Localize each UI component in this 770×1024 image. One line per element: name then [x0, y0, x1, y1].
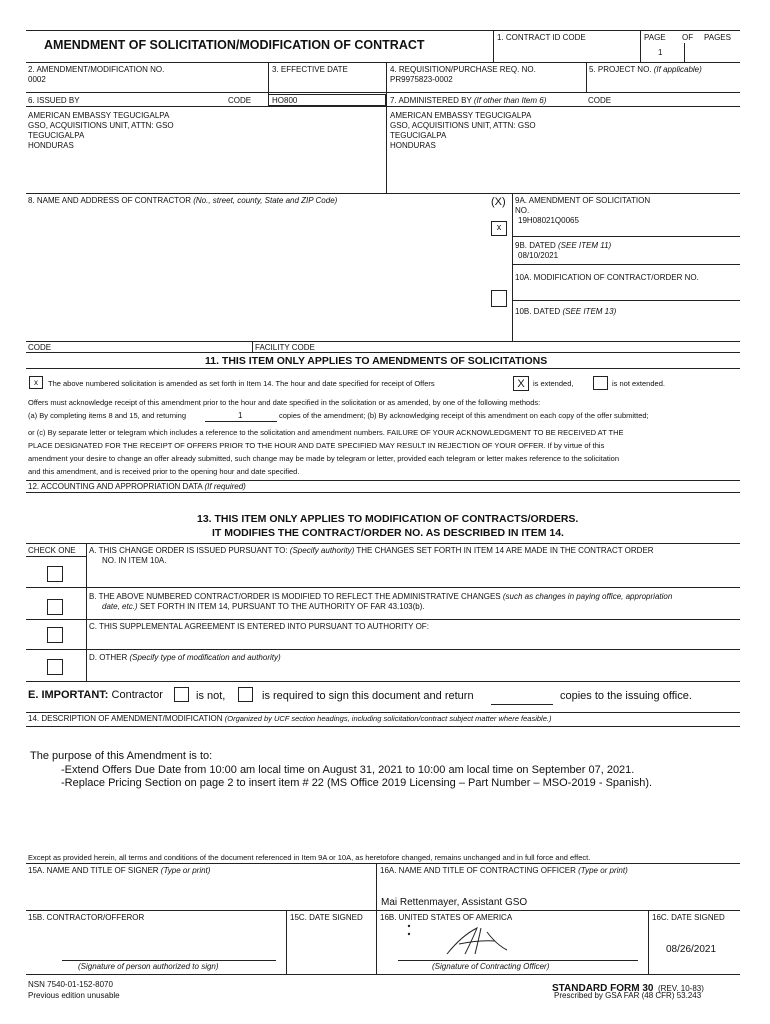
issued-code-value: HO800 [272, 96, 298, 105]
option-a-text-cont: NO. IN ITEM 10A. [102, 556, 167, 565]
date-16c-label: 16C. DATE SIGNED [652, 913, 725, 922]
is-required-checkbox[interactable] [238, 687, 253, 702]
admin-address-line: TEGUCIGALPA [390, 131, 447, 140]
except-text: Except as provided herein, all terms and conditions of the document referenced in Item 9A or 10A, as heretofore changed, remains unchanged and in full force and effect. [28, 853, 591, 862]
section-13-subtitle: IT MODIFIES THE CONTRACT/ORDER NO. AS DESCRIBED IN ITEM 14. [212, 527, 564, 539]
admin-address-line: AMERICAN EMBASSY TEGUCIGALPA [390, 111, 532, 120]
important-label: E. IMPORTANT: [28, 689, 109, 701]
admin-address-line: GSO, ACQUISITIONS UNIT, ATTN: GSO [390, 121, 536, 130]
purpose-text: The purpose of this Amendment is to: [30, 750, 213, 762]
contract-id-label: 1. CONTRACT ID CODE [497, 33, 586, 42]
copies-value[interactable]: 1 [238, 411, 243, 420]
accounting-label: 12. ACCOUNTING AND APPROPRIATION DATA (If required) [28, 482, 246, 491]
amendment-label: 2. AMENDMENT/MODIFICATION NO. [28, 65, 165, 74]
issued-address-line: AMERICAN EMBASSY TEGUCIGALPA [28, 111, 170, 120]
page-label: PAGE [644, 33, 666, 42]
requisition-label: 4. REQUISITION/PURCHASE REQ. NO. [390, 65, 536, 74]
option-b-checkbox[interactable] [47, 599, 63, 615]
date-16c-value[interactable]: 08/26/2021 [666, 944, 717, 955]
option-b-text: B. THE ABOVE NUMBERED CONTRACT/ORDER IS MODIFIED TO REFLECT THE ADMINISTRATIVE CHANGES (such as changes in paying office, appropriation [89, 592, 673, 601]
option-b-text-cont: date, etc.) SET FORTH IN ITEM 14, PURSUANT TO THE AUTHORITY OF FAR 43.103(b). [102, 602, 425, 611]
description-label: 14. DESCRIPTION OF AMENDMENT/MODIFICATION (Organized by UCF section headings, including solicitation/contract subject matter where feasible.) [28, 714, 552, 723]
option-d-text: D. OTHER (Specify type of modification and authority) [89, 653, 281, 662]
usa-label: 16B. UNITED STATES OF AMERICA [380, 913, 513, 922]
requisition-value[interactable]: PR9975823-0002 [390, 75, 453, 84]
warning-text: PLACE DESIGNATED FOR THE RECEIPT OF OFFERS PRIOR TO THE HOUR AND DATE SPECIFIED MAY RESULT IN REJECTION OF YOUR OFFER. If by virtue of this [28, 441, 605, 450]
amended-text: The above numbered solicitation is amended as set forth in Item 14. The hour and date specified for receipt of Offers [48, 379, 435, 388]
solicitation-checkbox[interactable]: x [491, 221, 507, 236]
officer-signature [395, 920, 525, 960]
sig-person-caption: (Signature of person authorized to sign) [78, 962, 219, 971]
page-value: 1 [658, 48, 663, 57]
is-required-label: is required to sign this document and return [262, 690, 474, 702]
dated-10b-label: 10B. DATED (SEE ITEM 13) [515, 307, 617, 316]
purpose-item-2: -Replace Pricing Section on page 2 to insert item # 22 (MS Office 2019 Licensing – Part Number – MSO-2019 - Spanish). [61, 777, 653, 789]
standard-form-label: STANDARD FORM 30 (REV. 10-83) [552, 983, 704, 994]
project-label: 5. PROJECT NO. (If applicable) [589, 65, 702, 74]
not-extended-label: is not extended. [612, 379, 665, 388]
contractor-word: Contractor [111, 689, 163, 701]
section-11-title: 11. THIS ITEM ONLY APPLIES TO AMENDMENTS OF SOLICITATIONS [205, 355, 548, 367]
admin-code-label: CODE [588, 96, 612, 105]
prescribed-label: Prescribed by GSA FAR (48 CFR) 53.243 [554, 991, 702, 1000]
facility-code-label: FACILITY CODE [255, 343, 315, 352]
officer-name[interactable]: Mai Rettenmayer, Assistant GSO [381, 897, 528, 908]
method-b-text: copies of the amendment; (b) By acknowledging receipt of this amendment on each copy of the offer submitted; [279, 411, 649, 420]
acknowledge-line: Offers must acknowledge receipt of this amendment prior to the hour and date specified in the solicitation or as amended, by one of the following methods: [28, 398, 541, 407]
modification-checkbox[interactable] [491, 290, 507, 307]
form-title: AMENDMENT OF SOLICITATION/MODIFICATION OF CONTRACT [44, 38, 425, 52]
change-offer-text: amendment your desire to change an offer already submitted, such change may be made by telegram or letter, provided each telegram or letter makes reference to the solicitation [28, 454, 620, 463]
solicitation-no-label: NO. [515, 206, 530, 215]
contractor-code-label: CODE [28, 343, 52, 352]
is-not-label: is not, [196, 690, 226, 702]
copies-label: copies to the issuing office. [560, 690, 692, 702]
of-label: OF [682, 33, 694, 42]
contractor-label: 8. NAME AND ADDRESS OF CONTRACTOR (No., street, county, State and ZIP Code) [28, 196, 338, 205]
contractor-offeror-label: 15B. CONTRACTOR/OFFEROR [28, 913, 145, 922]
dated-9b-label: 9B. DATED (SEE ITEM 11) [515, 241, 612, 250]
previous-edition-label: Previous edition unusable [28, 991, 120, 1000]
method-a-text: (a) By completing items 8 and 15, and returning [28, 411, 187, 420]
not-extended-checkbox[interactable] [593, 376, 608, 390]
received-text: and this amendment, and is received prior to the opening hour and date specified. [28, 467, 300, 476]
is-not-checkbox[interactable] [174, 687, 189, 702]
issued-address-line: TEGUCIGALPA [28, 131, 85, 140]
dated-9b-value[interactable]: 08/10/2021 [518, 251, 559, 260]
issued-address-line: HONDURAS [28, 141, 74, 150]
pages-label: PAGES [704, 33, 731, 42]
option-c-text: C. THIS SUPPLEMENTAL AGREEMENT IS ENTERED INTO PURSUANT TO AUTHORITY OF: [89, 622, 429, 631]
nsn-label: NSN 7540-01-152-8070 [28, 980, 113, 989]
sig-officer-caption: (Signature of Contracting Officer) [432, 962, 550, 971]
is-extended-label: is extended, [533, 379, 574, 388]
x-column-label: (X) [491, 196, 506, 208]
purpose-item-1: -Extend Offers Due Date from 10:00 am local time on August 31, 2021 to 10:00 am local time on September 07, 2021. [61, 764, 635, 776]
date-15c-label: 15C. DATE SIGNED [290, 913, 363, 922]
issued-by-label: 6. ISSUED BY [28, 96, 80, 105]
issued-address-line: GSO, ACQUISITIONS UNIT, ATTN: GSO [28, 121, 174, 130]
amended-checkbox[interactable]: x [29, 376, 43, 389]
solicitation-value[interactable]: 19H08021Q0065 [518, 216, 579, 225]
amendment-value[interactable]: 0002 [28, 75, 46, 84]
option-d-checkbox[interactable] [47, 659, 63, 675]
officer-label: 16A. NAME AND TITLE OF CONTRACTING OFFICER (Type or print) [380, 866, 628, 875]
method-c-text: or (c) By separate letter or telegram which includes a reference to the solicitation and amendment numbers. FAILURE OF YOUR ACKNOWLEDGMENT TO BE RECEIVED AT THE [28, 428, 624, 437]
solicitation-label: 9A. AMENDMENT OF SOLICITATION [515, 196, 651, 205]
effective-date-label: 3. EFFECTIVE DATE [272, 65, 348, 74]
extended-checkbox[interactable]: X [513, 376, 529, 391]
option-a-text: A. THIS CHANGE ORDER IS ISSUED PURSUANT TO: (Specify authority) THE CHANGES SET FORTH IN ITEM 14 ARE MADE IN THE CONTRACT ORDER [89, 546, 654, 555]
admin-address-line: HONDURAS [390, 141, 436, 150]
signer-label: 15A. NAME AND TITLE OF SIGNER (Type or print) [28, 866, 211, 875]
administered-label: 7. ADMINISTERED BY (If other than Item 6) [390, 96, 547, 105]
copies-line[interactable] [491, 704, 553, 705]
check-one-label: CHECK ONE [28, 546, 76, 555]
option-a-checkbox[interactable] [47, 566, 63, 582]
section-13-title: 13. THIS ITEM ONLY APPLIES TO MODIFICATION OF CONTRACTS/ORDERS. [197, 513, 579, 525]
important-row [28, 688, 163, 702]
modification-10a-label: 10A. MODIFICATION OF CONTRACT/ORDER NO. [515, 273, 699, 282]
issued-code-label: CODE [228, 96, 252, 105]
option-c-checkbox[interactable] [47, 627, 63, 643]
